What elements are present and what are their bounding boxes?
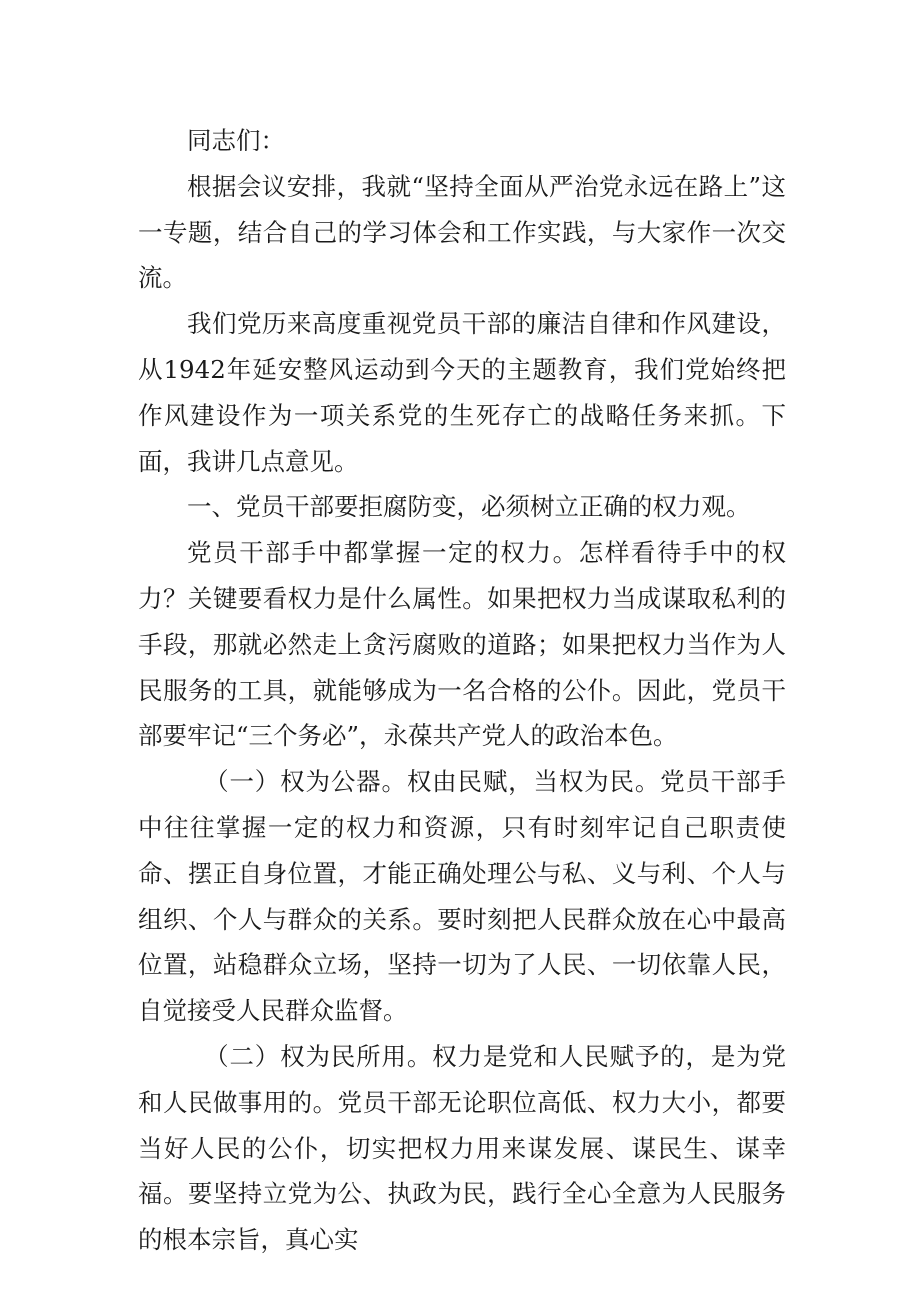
salutation: 同志们： — [187, 126, 285, 155]
subsection-1: （一）权为公器。权由民赋，当权为民。党员干部手中往往掌握一定的权力和资源，只有时刻牢记自己职责使命、摆正自身位置，才能正确处理公与私、义与利、个人与组织、个人与群众的关系。要时刻把人民群众放在心中最高位置，站稳群众立场，坚持一切为了人民、一切依靠人民，自觉接受人民群众监督。 — [138, 767, 786, 1026]
paragraph-intro: 根据会议安排，我就“坚持全面从严治党永远在路上”这一专题，结合自己的学习体会和工作实践，与大家作一次交流。 — [138, 171, 786, 293]
paragraph-power-view: 党员干部手中都掌握一定的权力。怎样看待手中的权力？关键要看权力是什么属性。如果把权力当成谋取私利的手段，那就必然走上贪污腐败的道路；如果把权力当作为人民服务的工具，就能够成为一名合格的公仆。因此，党员干部要牢记“三个务必”，永葆共产党人的政治本色。 — [138, 538, 786, 751]
subsection-2: （二）权为民所用。权力是党和人民赋予的，是为党和人民做事用的。党员干部无论职位高低、权力大小，都要当好人民的公仆，切实把权力用来谋发展、谋民生、谋幸福。要坚持立党为公、执政为民，践行全心全意为人民服务的根本宗旨，真心实 — [138, 1041, 786, 1255]
body-text — [138, 118, 786, 1263]
paragraph-background: 我们党历来高度重视党员干部的廉洁自律和作风建设，从1942年延安整风运动到今天的主题教育，我们党始终把作风建设作为一项关系党的生死存亡的战略任务来抓。下面，我讲几点意见。 — [138, 309, 786, 476]
section-heading-1: 一、党员干部要拒腐防变，必须树立正确的权力观。 — [187, 492, 751, 522]
